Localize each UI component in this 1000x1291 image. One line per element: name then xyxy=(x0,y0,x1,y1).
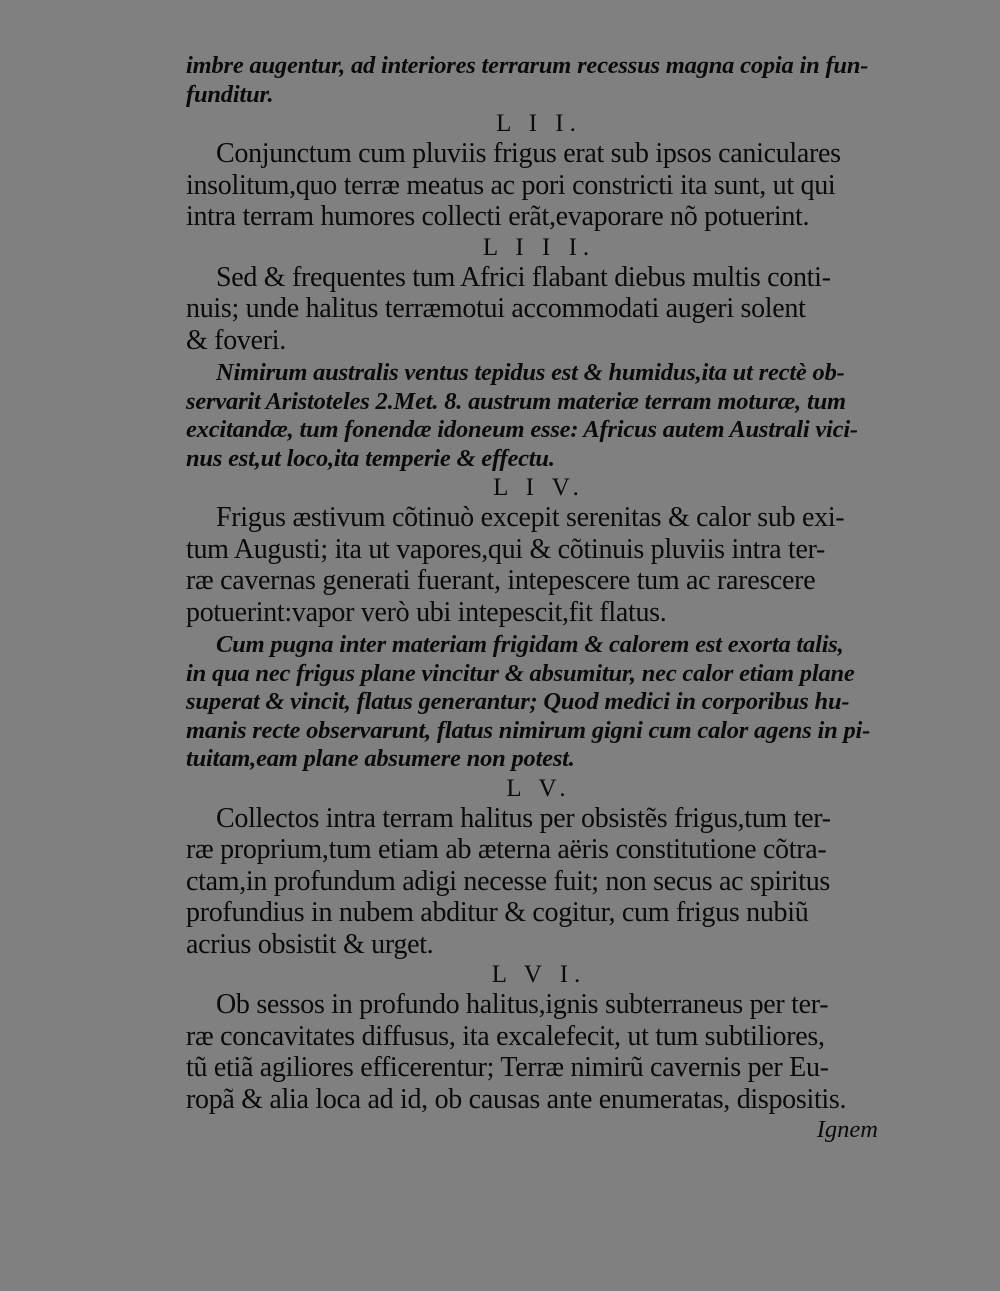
section-paragraph xyxy=(186,262,892,357)
text-line: Ob sessos in profundo halitus,ignis subterraneus per ter- xyxy=(216,989,829,1020)
catchword: Ignem xyxy=(816,1116,878,1143)
section-numeral: L V I. xyxy=(491,961,587,988)
text-line: imbre augentur, ad interiores terrarum recessus magna copia in fun- xyxy=(186,52,869,79)
text-line: Conjunctum cum pluviis frigus erat sub ipsos caniculares xyxy=(216,138,841,169)
text-line: profundius in nubem abditur & cogitur, cum frigus nubiũ xyxy=(186,897,809,928)
text-line: tũ etiã agiliores efficerentur; Terræ nimirũ cavernis per Eu- xyxy=(186,1052,829,1083)
section-paragraph xyxy=(186,138,892,233)
text-line: & foveri. xyxy=(186,324,286,356)
section-numeral: L I I. xyxy=(496,110,582,137)
text-line: Collectos intra terram halitus per obsistẽs frigus,tum ter- xyxy=(216,802,831,834)
text-line: servarit Aristoteles 2.Met. 8. austrum materiæ terram moturæ, tum xyxy=(186,387,846,415)
text-line: nuis; unde halitus terræmotui accommodati augeri solent xyxy=(186,293,806,324)
section-numeral: L I V. xyxy=(493,474,585,501)
section-numeral: L I I I. xyxy=(482,233,596,261)
text-line: excitandæ, tum fonendæ idoneum esse: Africus autem Australi vici- xyxy=(186,416,858,443)
text-line: nus est,ut loco,ita temperie & effectu. xyxy=(186,444,555,472)
text-line: superat & vincit, flatus generantur; Quod medici in corporibus hu- xyxy=(186,688,850,715)
document-page xyxy=(186,52,892,1145)
intro-paragraph xyxy=(186,52,892,109)
text-line: tum Augusti; ita ut vapores,qui & cõtinuis pluviis intra ter- xyxy=(186,533,826,565)
text-line: ræ concavitates diffusus, ita excalefecit, ut tum subtiliores, xyxy=(186,1020,825,1052)
text-line: intra terram humores collecti erãt,evaporare nõ potuerint. xyxy=(186,201,810,232)
text-line: insolitum,quo terræ meatus ac pori constricti ita sunt, ut qui xyxy=(186,169,836,201)
text-line: ctam,in profundum adigi necesse fuit; non secus ac spiritus xyxy=(186,865,831,897)
section-paragraph xyxy=(186,803,892,961)
text-line: ræ cavernas generati fuerant, intepescere tum ac rarescere xyxy=(186,565,816,596)
text-line: manis recte observarunt, flatus nimirum gigni cum calor agens in pi- xyxy=(186,716,871,744)
text-line: tuitam,eam plane absumere non potest. xyxy=(186,745,575,772)
section-paragraph xyxy=(186,502,892,628)
text-line: funditur. xyxy=(186,80,274,108)
text-line: in qua nec frigus plane vincitur & absumitur, nec calor etiam plane xyxy=(186,659,855,687)
commentary-paragraph xyxy=(186,359,892,473)
commentary-paragraph xyxy=(186,631,892,774)
text-line: potuerint:vapor verò ubi intepescit,fit flatus. xyxy=(186,596,667,628)
text-line: Sed & frequentes tum Africi flabant diebus multis conti- xyxy=(216,261,831,293)
text-line: Nimirum australis ventus tepidus est & humidus,ita ut rectè ob- xyxy=(216,359,845,386)
text-line: ropã & alia loca ad id, ob causas ante enumeratas, dispositis. xyxy=(186,1083,847,1115)
text-line: acrius obsistit & urget. xyxy=(186,928,434,960)
section-paragraph xyxy=(186,989,892,1115)
section-numeral: L V. xyxy=(506,774,572,802)
text-line: Cum pugna inter materiam frigidam & calorem est exorta talis, xyxy=(216,631,844,658)
text-line: ræ proprium,tum etiam ab æterna aëris constitutione cõtra- xyxy=(186,834,827,865)
text-line: Frigus æstivum cõtinuò excepit serenitas & calor sub exi- xyxy=(216,502,845,533)
